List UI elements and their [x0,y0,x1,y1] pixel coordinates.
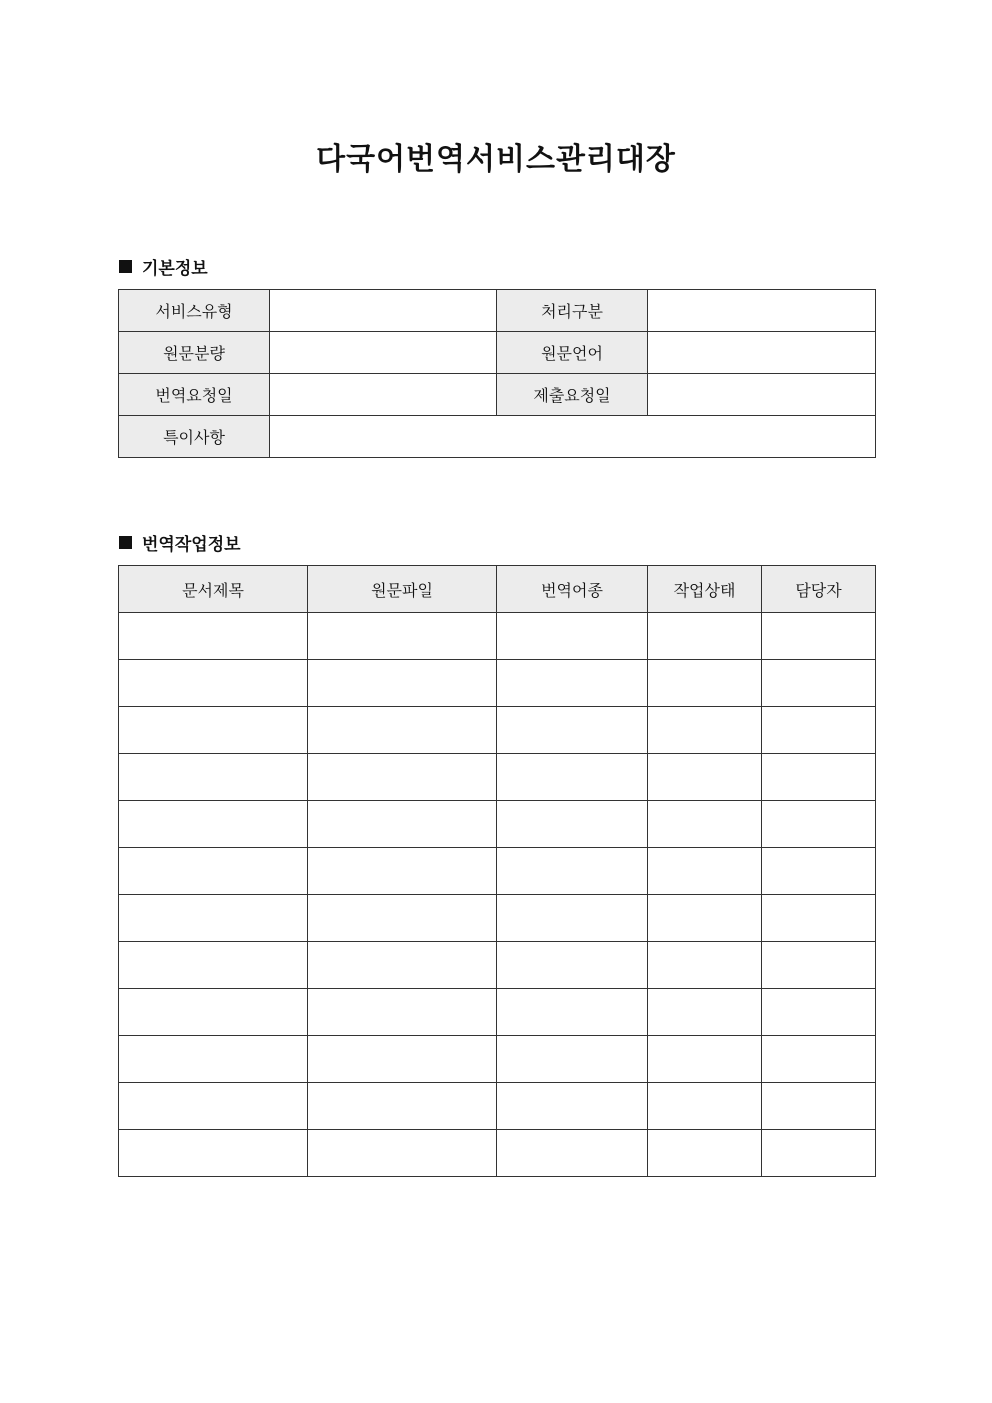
table-row [119,374,876,416]
work-status-cell[interactable] [648,1130,762,1177]
assignee-cell[interactable] [762,848,876,895]
work-status-cell[interactable] [648,801,762,848]
source-file-cell[interactable] [308,989,497,1036]
document-title-cell[interactable] [119,707,308,754]
table-row [119,942,876,989]
column-header-source-file: 원문파일 [308,566,497,613]
source-file-cell[interactable] [308,754,497,801]
translation-work-rows [119,613,876,1177]
target-language-cell[interactable] [497,1083,648,1130]
column-header-document-title: 문서제목 [119,566,308,613]
source-file-cell[interactable] [308,1130,497,1177]
assignee-cell[interactable] [762,660,876,707]
assignee-cell[interactable] [762,1130,876,1177]
assignee-cell[interactable] [762,707,876,754]
document-title-cell[interactable] [119,1130,308,1177]
source-language-label: 원문언어 [497,332,648,374]
assignee-cell[interactable] [762,613,876,660]
column-header-target-language: 번역어종 [497,566,648,613]
table-row [119,848,876,895]
table-row [119,290,876,332]
source-file-cell[interactable] [308,660,497,707]
target-language-cell[interactable] [497,660,648,707]
source-file-cell[interactable] [308,1036,497,1083]
assignee-cell[interactable] [762,989,876,1036]
service-type-field[interactable] [270,290,497,332]
document-title-cell[interactable] [119,989,308,1036]
work-status-cell[interactable] [648,613,762,660]
source-file-cell[interactable] [308,895,497,942]
process-type-field[interactable] [648,290,876,332]
work-status-cell[interactable] [648,660,762,707]
work-status-cell[interactable] [648,989,762,1036]
table-row [119,1130,876,1177]
source-file-cell[interactable] [308,613,497,660]
table-row [119,660,876,707]
assignee-cell[interactable] [762,754,876,801]
table-row [119,416,876,458]
document-title: 다국어번역서비스관리대장 [316,142,676,177]
table-row [119,801,876,848]
work-status-cell[interactable] [648,1036,762,1083]
document-title-cell[interactable] [119,801,308,848]
service-type-label: 서비스유형 [119,290,270,332]
target-language-cell[interactable] [497,707,648,754]
square-bullet-icon [119,536,132,549]
table-header-row [119,566,876,613]
submit-date-label: 제출요청일 [497,374,648,416]
translation-work-heading-label: 번역작업정보 [142,535,241,555]
column-header-assignee: 담당자 [762,566,876,613]
table-row [119,989,876,1036]
assignee-cell[interactable] [762,1036,876,1083]
translation-work-table [118,565,876,1177]
table-row [119,754,876,801]
source-language-field[interactable] [648,332,876,374]
assignee-cell[interactable] [762,801,876,848]
source-file-cell[interactable] [308,801,497,848]
document-title-cell[interactable] [119,848,308,895]
work-status-cell[interactable] [648,895,762,942]
target-language-cell[interactable] [497,942,648,989]
source-file-cell[interactable] [308,1083,497,1130]
source-file-cell[interactable] [308,942,497,989]
target-language-cell[interactable] [497,1130,648,1177]
process-type-label: 처리구분 [497,290,648,332]
target-language-cell[interactable] [497,754,648,801]
source-file-cell[interactable] [308,707,497,754]
document-title-cell[interactable] [119,754,308,801]
work-status-cell[interactable] [648,942,762,989]
remarks-label: 특이사항 [119,416,270,458]
translation-work-heading [119,530,241,555]
table-row [119,895,876,942]
remarks-field[interactable] [270,416,876,458]
table-row [119,1083,876,1130]
assignee-cell[interactable] [762,942,876,989]
basic-info-heading-label: 기본정보 [142,259,208,279]
table-row [119,707,876,754]
table-row [119,613,876,660]
work-status-cell[interactable] [648,848,762,895]
target-language-cell[interactable] [497,1036,648,1083]
target-language-cell[interactable] [497,989,648,1036]
document-title-cell[interactable] [119,1036,308,1083]
target-language-cell[interactable] [497,801,648,848]
work-status-cell[interactable] [648,1083,762,1130]
document-title-cell[interactable] [119,1083,308,1130]
document-title-cell[interactable] [119,613,308,660]
document-title-cell[interactable] [119,895,308,942]
source-volume-label: 원문분량 [119,332,270,374]
document-title-cell[interactable] [119,660,308,707]
source-volume-field[interactable] [270,332,497,374]
basic-info-heading [119,254,208,279]
work-status-cell[interactable] [648,707,762,754]
source-file-cell[interactable] [308,848,497,895]
table-row [119,332,876,374]
table-row [119,1036,876,1083]
assignee-cell[interactable] [762,1083,876,1130]
target-language-cell[interactable] [497,895,648,942]
column-header-work-status: 작업상태 [648,566,762,613]
work-status-cell[interactable] [648,754,762,801]
square-bullet-icon [119,260,132,273]
basic-info-table [118,289,876,458]
request-date-label: 번역요청일 [119,374,270,416]
assignee-cell[interactable] [762,895,876,942]
submit-date-field[interactable] [648,374,876,416]
document-title-cell[interactable] [119,942,308,989]
target-language-cell[interactable] [497,848,648,895]
target-language-cell[interactable] [497,613,648,660]
request-date-field[interactable] [270,374,497,416]
